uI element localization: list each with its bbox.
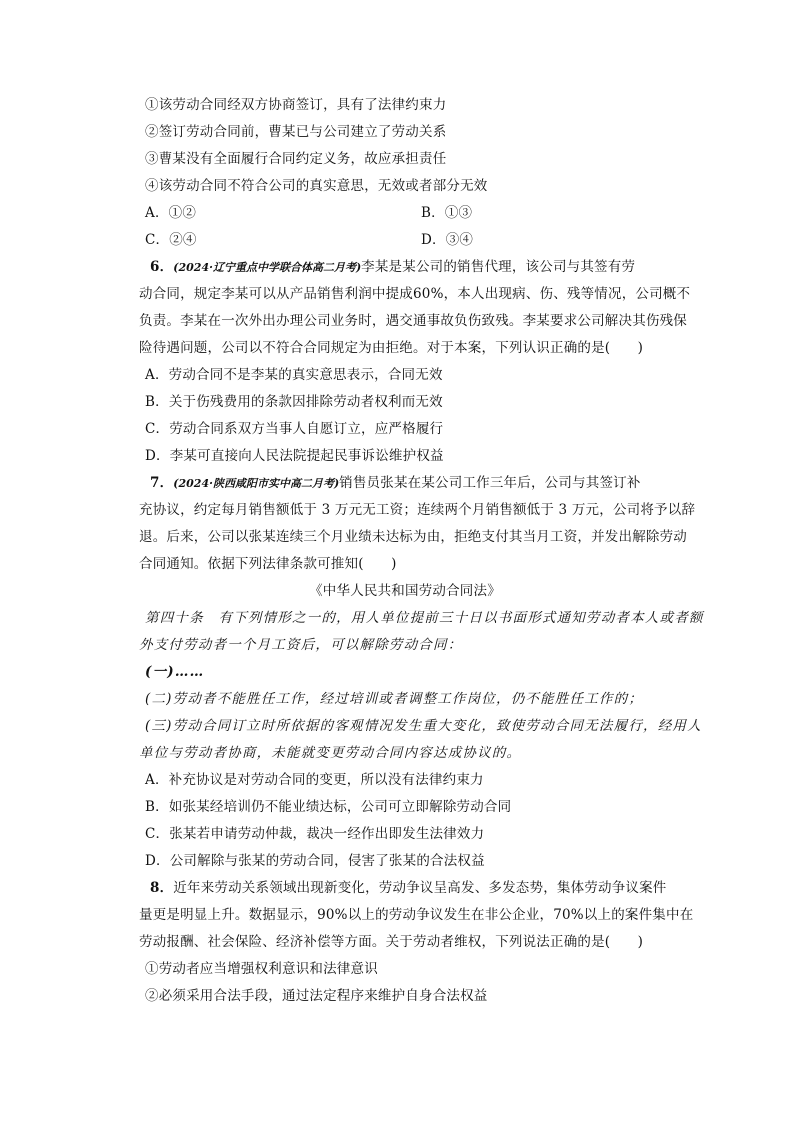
q8-statement-2: ②必须采用合法手段，通过法定程序来维护自身合法权益 <box>145 988 488 1004</box>
law-title: 《中华人民共和国劳动合同法》 <box>309 583 501 599</box>
q6-stem-line-3: 负责。李某在一次外出办理公司业务时，遇交通事故负伤致残。李某要求公司解决其伤残保 <box>139 313 687 329</box>
q6-option-b[interactable]: B．关于伤残费用的条款因排除劳动者权利而无效 <box>145 394 443 410</box>
q6-stem-text-1: 李某是某公司的销售代理，该公司与其签有劳 <box>361 259 636 275</box>
q5-statement-1: ①该劳动合同经双方协商签订，具有了法律约束力 <box>145 97 447 113</box>
q5-option-c[interactable]: C．②④ <box>145 232 197 248</box>
q5-option-a[interactable]: A．①② <box>145 205 197 221</box>
q5-option-b[interactable]: B．①③ <box>421 205 473 221</box>
q8-statement-1: ①劳动者应当增强权利意识和法律意识 <box>145 961 378 977</box>
q6-number: 6． <box>150 259 174 275</box>
q7-stem-line-2: 充协议，约定每月销售额低于 3 万元无工资；连续两个月销售额低于 3 万元，公司将予以辞 <box>139 502 696 518</box>
law-clause-1: (一)…… <box>145 664 205 680</box>
q7-stem-text-1: 销售员张某在某公司工作三年后，公司与其签订补 <box>339 475 641 491</box>
q7-stem-line-4: 合同通知。依据下列法律条款可推知( ) <box>139 556 397 572</box>
q6-stem-line-2: 动合同，规定李某可以从产品销售利润中提成60%，本人出现病、伤、残等情况，公司概不 <box>139 286 691 302</box>
q8-stem-line-3: 劳动报酬、社会保险、经济补偿等方面。关于劳动者维权，下列说法正确的是( ) <box>139 934 644 950</box>
q6-source: (2024·辽宁重点中学联合体高二月考) <box>173 261 362 274</box>
q6-option-a[interactable]: A．劳动合同不是李某的真实意思表示，合同无效 <box>145 367 443 383</box>
q7-stem-line-1 <box>145 470 685 497</box>
q7-option-c[interactable]: C．张某若申请劳动仲裁，裁决一经作出即发生法律效力 <box>145 826 485 842</box>
q7-stem-line-3: 退。后来，公司以张某连续三个月业绩未达标为由，拒绝支付其当月工资，并发出解除劳动 <box>139 529 687 545</box>
law-clause-3-line-1: (三)劳动合同订立时所依据的客观情况发生重大变化，致使劳动合同无法履行，经用人 <box>145 718 702 734</box>
q7-option-a[interactable]: A．补充协议是对劳动合同的变更，所以没有法律约束力 <box>145 772 484 788</box>
q6-option-c[interactable]: C．劳动合同系双方当事人自愿订立，应严格履行 <box>145 421 444 437</box>
q6-stem-line-1 <box>145 254 685 281</box>
q5-statement-3: ③曹某没有全面履行合同约定义务，故应承担责任 <box>145 151 447 167</box>
q8-stem-line-1 <box>145 875 685 902</box>
q8-stem-line-2: 量更是明显上升。数据显示，90%以上的劳动争议发生在非公企业，70%以上的案件集中在 <box>139 907 694 923</box>
q5-options-row-2 <box>145 227 685 254</box>
question-content <box>139 92 704 1010</box>
q5-statement-4: ④该劳动合同不符合公司的真实意思，无效或者部分无效 <box>145 178 488 194</box>
q7-number: 7． <box>150 475 174 491</box>
q5-options-row-1 <box>145 200 685 227</box>
q5-statement-2: ②签订劳动合同前，曹某已与公司建立了劳动关系 <box>145 124 447 140</box>
q8-number: 8． <box>150 880 174 896</box>
q7-option-d[interactable]: D．公司解除与张某的劳动合同，侵害了张某的合法权益 <box>145 853 485 869</box>
q8-stem-text-1: 近年来劳动关系领域出现新变化，劳动争议呈高发、多发态势，集体劳动争议案件 <box>173 880 667 896</box>
q7-option-b[interactable]: B．如张某经培训仍不能业绩达标，公司可立即解除劳动合同 <box>145 799 512 815</box>
q5-option-d[interactable]: D．③④ <box>421 232 474 248</box>
q6-stem-line-4: 险待遇问题，公司以不符合合同规定为由拒绝。对于本案，下列认识正确的是( ) <box>139 340 644 356</box>
q6-option-d[interactable]: D．李某可直接向人民法院提起民事诉讼维护权益 <box>145 448 444 464</box>
law-article-line-1: 第四十条 有下列情形之一的，用人单位提前三十日以书面形式通知劳动者本人或者额 <box>145 610 704 626</box>
law-article-line-2: 外支付劳动者一个月工资后，可以解除劳动合同： <box>139 637 463 653</box>
law-clause-3-line-2: 单位与劳动者协商，未能就变更劳动合同内容达成协议的。 <box>139 745 522 761</box>
law-clause-2: (二)劳动者不能胜任工作，经过培训或者调整工作岗位，仍不能胜任工作的； <box>145 691 644 707</box>
q7-source: (2024·陕西咸阳市实中高二月考) <box>173 477 340 490</box>
